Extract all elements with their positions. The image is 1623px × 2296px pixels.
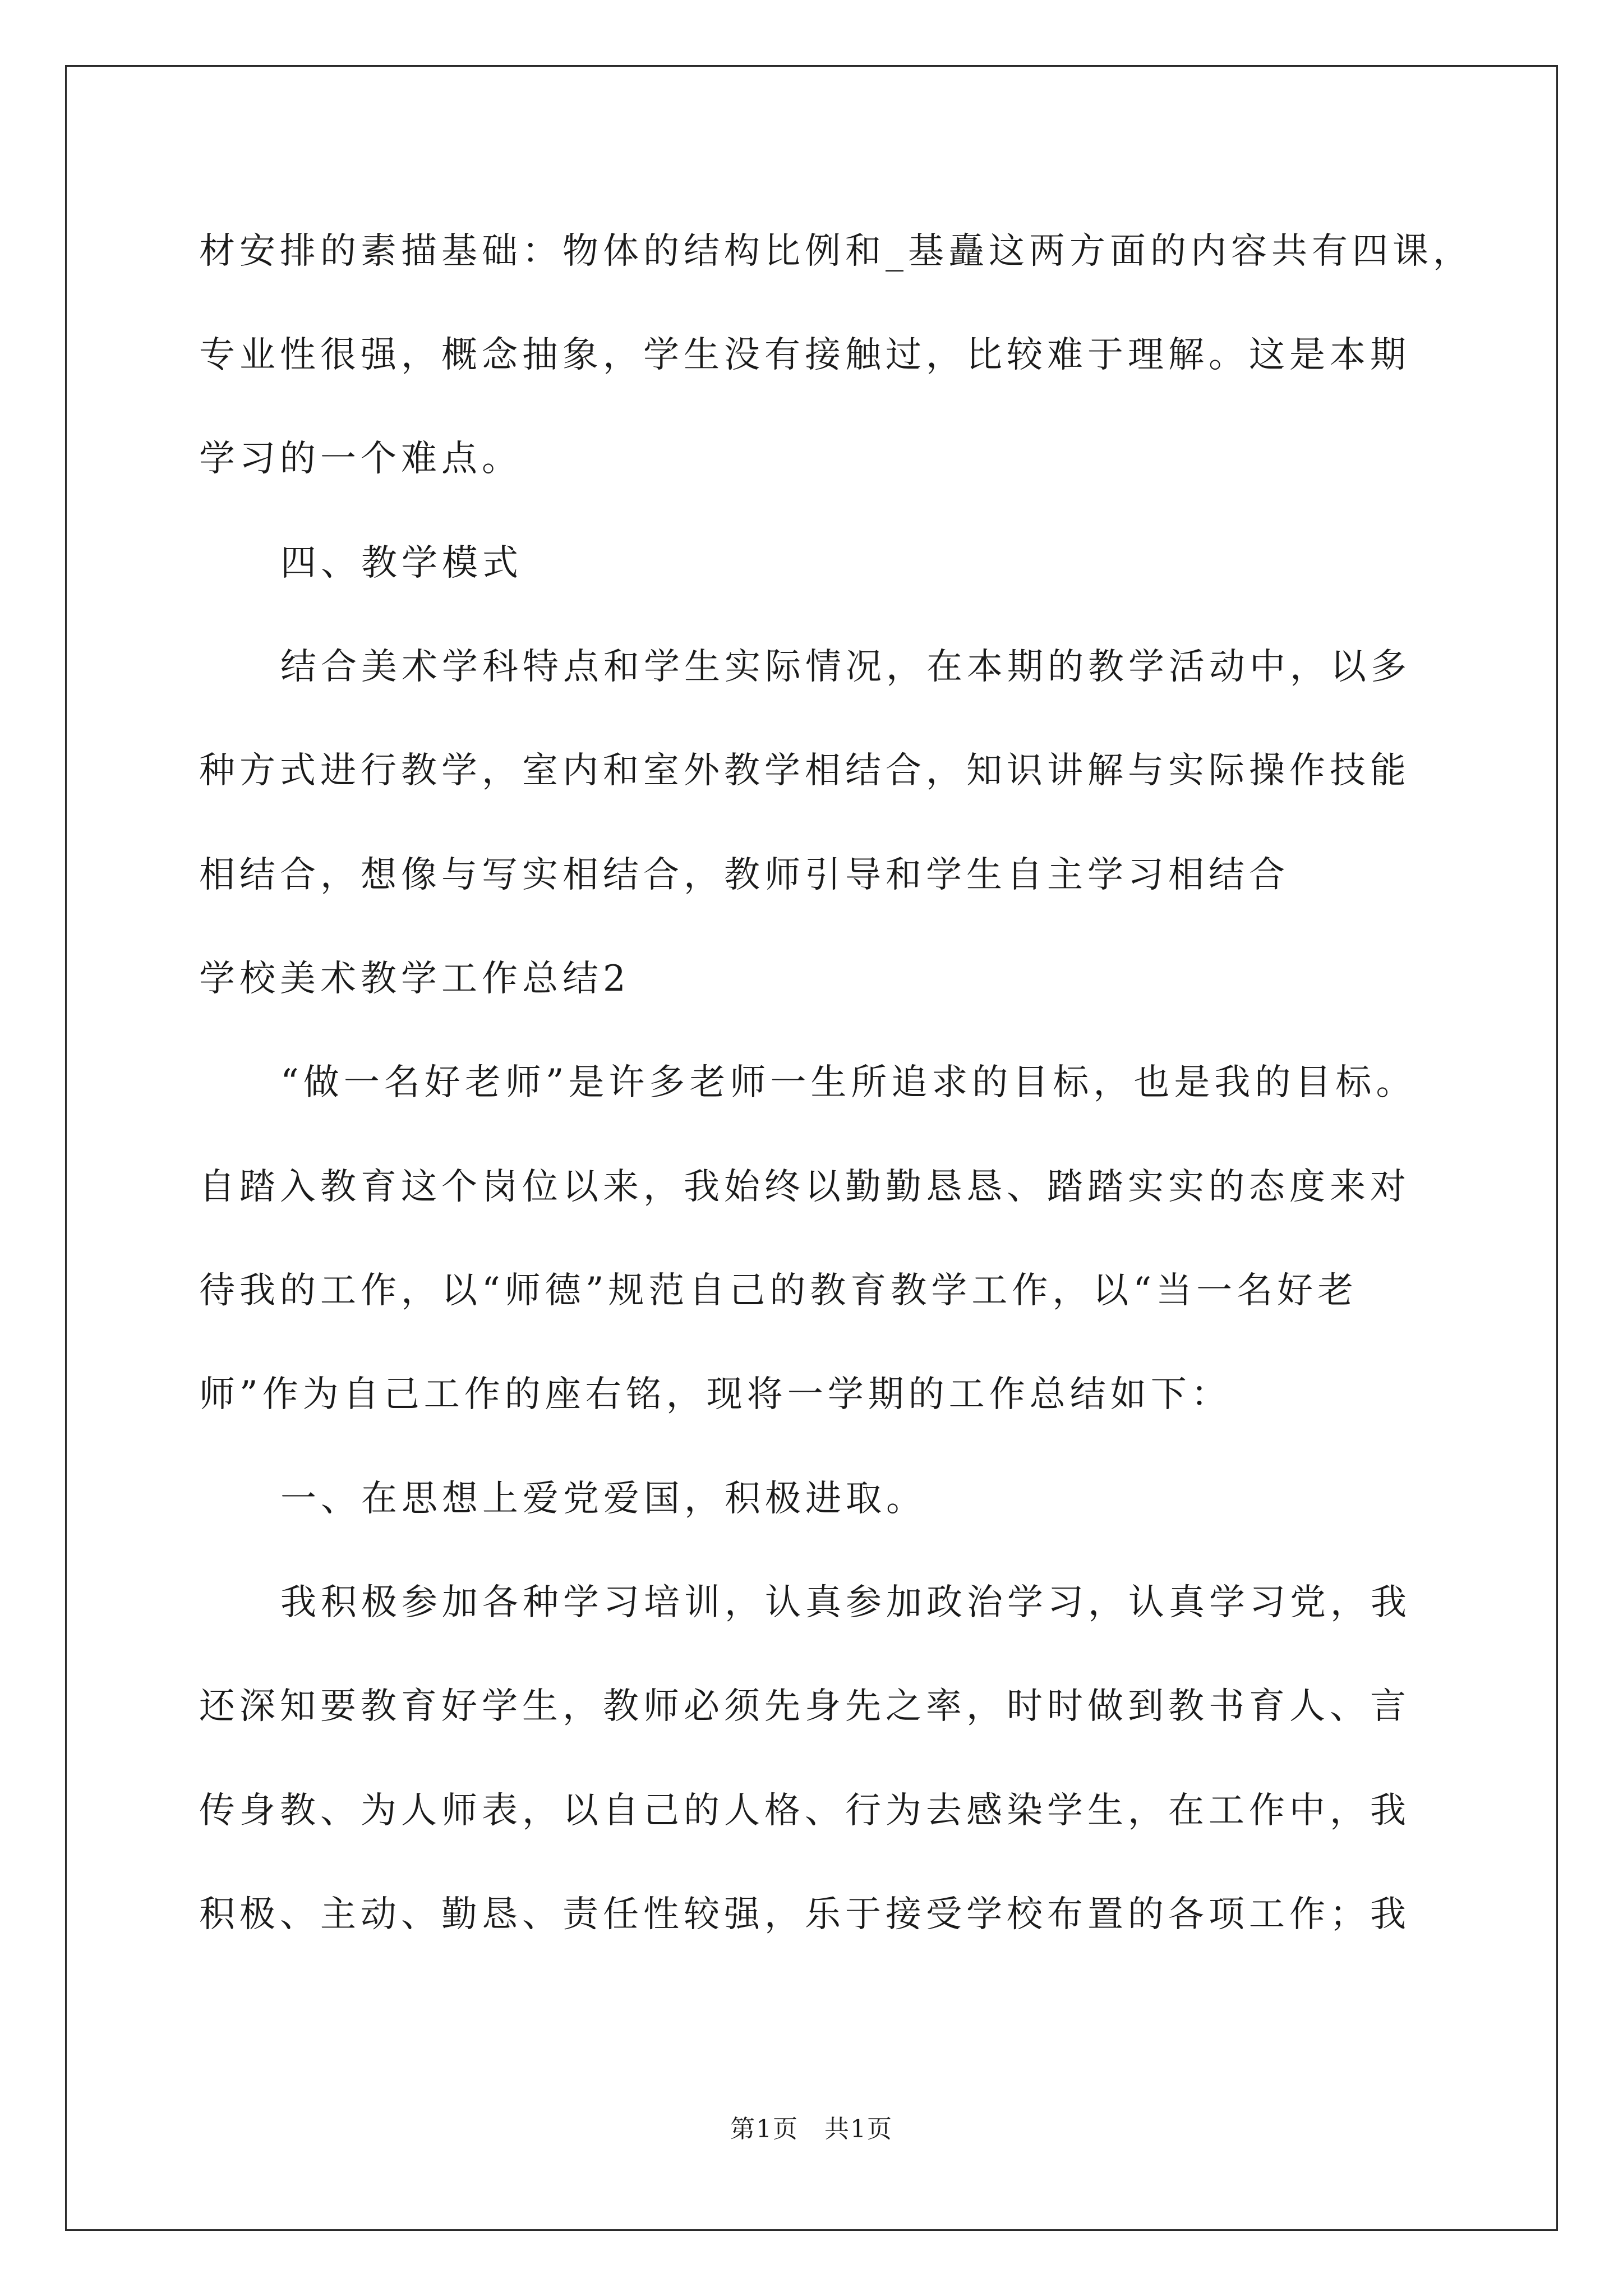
text-line: 待我的工作，以“师德”规范自己的教育教学工作，以“当一名好老 <box>199 1270 1358 1312</box>
text-line: 师”作为自己工作的座右铭，现将一学期的工作总结如下： <box>199 1374 1232 1415</box>
text-line: 我积极参加各种学习培训，认真参加政治学习，认真学习党，我 <box>280 1582 1411 1623</box>
page-number: 第1页 共1页 <box>730 2115 893 2143</box>
document-title: 学校美术教学工作总结2 <box>199 958 630 1000</box>
text-line: 结合美术学科特点和学生实际情况，在本期的教学活动中，以多 <box>280 646 1411 688</box>
text-line: 积极、主动、勤恳、责任性较强，乐于接受学校布置的各项工作；我 <box>199 1894 1410 1935</box>
section-heading: 四、教学模式 <box>280 542 523 584</box>
text-line: 材安排的素描基础：物体的结构比例和_基矗这两方面的内容共有四课， <box>199 231 1473 272</box>
section-heading: 一、在思想上爱党爱国，积极进取。 <box>280 1478 926 1520</box>
text-line: “做一名好老师”是许多老师一生所追求的目标，也是我的目标。 <box>280 1062 1417 1103</box>
text-line: 相结合，想像与写实相结合，教师引导和学生自主学习相结合 <box>199 854 1289 896</box>
text-line: 学习的一个难点。 <box>199 438 522 480</box>
text-line: 还深知要教育好学生，教师必须先身先之率，时时做到教书育人、言 <box>199 1686 1410 1727</box>
text-line: 专业性很强，概念抽象，学生没有接触过，比较难于理解。这是本期 <box>199 334 1410 376</box>
text-line: 种方式进行教学，室内和室外教学相结合，知识讲解与实际操作技能 <box>199 750 1410 792</box>
text-line: 传身教、为人师表，以自己的人格、行为去感染学生，在工作中，我 <box>199 1790 1410 1832</box>
text-line: 自踏入教育这个岗位以来，我始终以勤勤恳恳、踏踏实实的态度来对 <box>199 1166 1410 1208</box>
